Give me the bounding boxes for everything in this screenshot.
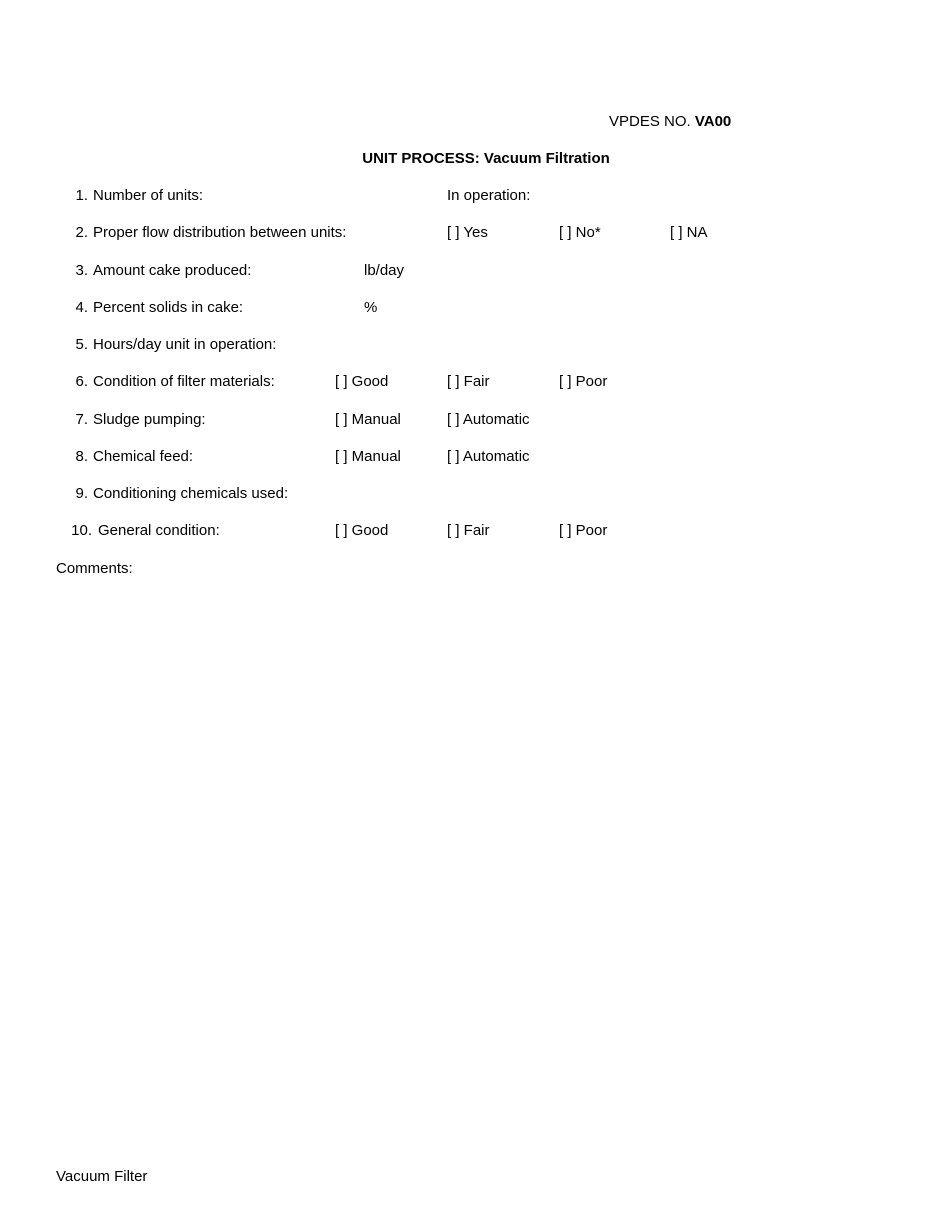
unit-label: %: [364, 299, 378, 316]
item-label: Chemical feed:: [93, 448, 194, 465]
item-number: 3.: [75, 262, 88, 279]
option-poor[interactable]: [ ] Poor: [559, 373, 608, 390]
page-title: UNIT PROCESS: Vacuum Filtration: [362, 150, 610, 167]
item-number: 2.: [75, 224, 88, 241]
option-na[interactable]: [ ] NA: [670, 224, 708, 241]
item-number: 4.: [75, 299, 88, 316]
item-label: General condition:: [98, 522, 220, 539]
comments-label: Comments:: [56, 560, 133, 577]
item-label: Hours/day unit in operation:: [93, 336, 277, 353]
option-fair[interactable]: [ ] Fair: [447, 373, 490, 390]
item-number: 6.: [75, 373, 88, 390]
unit-label: lb/day: [364, 262, 405, 279]
option-automatic[interactable]: [ ] Automatic: [447, 448, 530, 465]
item-label: Sludge pumping:: [93, 411, 206, 428]
item-label: Proper flow distribution between units:: [93, 224, 347, 241]
option-automatic[interactable]: [ ] Automatic: [447, 411, 530, 428]
option-fair[interactable]: [ ] Fair: [447, 522, 490, 539]
item-label: Conditioning chemicals used:: [93, 485, 289, 502]
item-label: Condition of filter materials:: [93, 373, 275, 390]
option-good[interactable]: [ ] Good: [335, 522, 389, 539]
item-label: Amount cake produced:: [93, 262, 252, 279]
vpdes-label: VPDES NO.: [609, 113, 691, 130]
vpdes-value: VA00: [694, 113, 732, 130]
item-label: Percent solids in cake:: [93, 299, 244, 316]
option-yes[interactable]: [ ] Yes: [447, 224, 488, 241]
item-number: 5.: [75, 336, 88, 353]
item-number: 8.: [75, 448, 88, 465]
option-poor[interactable]: [ ] Poor: [559, 522, 608, 539]
item-number: 10.: [71, 522, 92, 539]
item-number: 7.: [75, 411, 88, 428]
option-good[interactable]: [ ] Good: [335, 373, 389, 390]
option-manual[interactable]: [ ] Manual: [335, 448, 401, 465]
option-no[interactable]: [ ] No*: [559, 224, 601, 241]
item-number: 1.: [75, 187, 88, 204]
in-operation-label: In operation:: [447, 187, 531, 204]
item-label: Number of units:: [93, 187, 204, 204]
item-number: 9.: [75, 485, 88, 502]
page-footer: Vacuum Filter: [56, 1168, 148, 1185]
vpdes-number: [609, 113, 731, 131]
option-manual[interactable]: [ ] Manual: [335, 411, 401, 428]
